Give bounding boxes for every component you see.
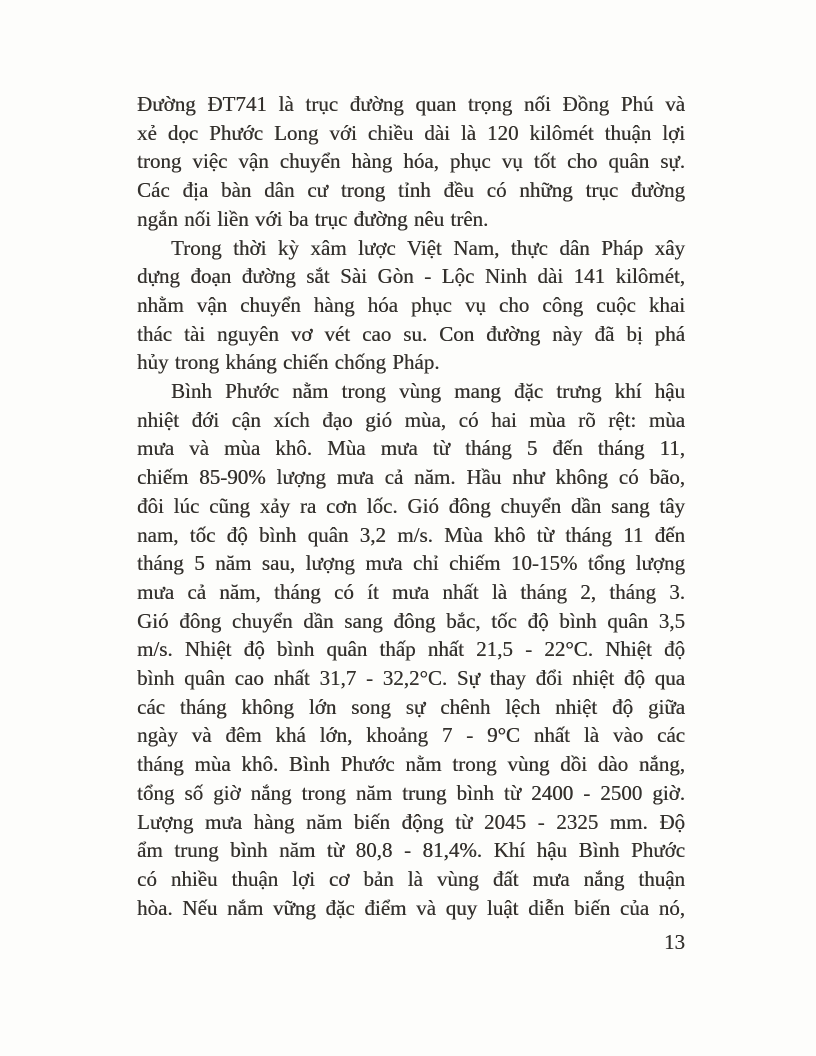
text-line: tháng 5 năm sau, lượng mưa chỉ chiếm 10-15% tổng lượng	[137, 551, 685, 576]
text-line: thác tài nguyên vơ vét cao su. Con đường này đã bị phá	[137, 321, 685, 346]
text-line: tổng số giờ nắng trong năm trung bình từ 2400 - 2500 giờ.	[137, 780, 685, 805]
text-line: mưa và mùa khô. Mùa mưa từ tháng 5 đến tháng 11,	[137, 436, 685, 461]
text-line: hòa. Nếu nắm vững đặc điểm và quy luật diễn biến của nó,	[137, 895, 685, 920]
text-line: hủy trong kháng chiến chống Pháp.	[137, 350, 440, 375]
text-line: m/s. Nhiệt độ bình quân thấp nhất 21,5 - 22°C. Nhiệt độ	[137, 637, 685, 662]
text-line: ngắn nối liền với ba trục đường nêu trên.	[137, 206, 489, 231]
text-line: bình quân cao nhất 31,7 - 32,2°C. Sự thay đổi nhiệt độ qua	[137, 666, 685, 691]
paragraph	[137, 90, 685, 234]
text-line: Các địa bàn dân cư trong tỉnh đều có những trục đường	[137, 178, 685, 203]
text-line: Bình Phước nằm trong vùng mang đặc trưng khí hậu	[171, 379, 685, 404]
text-line: các tháng không lớn song sự chênh lệch nhiệt độ giữa	[137, 694, 685, 719]
text-line: ngày và đêm khá lớn, khoảng 7 - 9°C nhất là vào các	[137, 723, 685, 748]
text-block	[137, 90, 685, 922]
text-line: nam, tốc độ bình quân 3,2 m/s. Mùa khô từ tháng 11 đến	[137, 522, 685, 547]
text-line: ẩm trung bình năm từ 80,8 - 81,4%. Khí hậu Bình Phước	[137, 838, 685, 863]
text-line: đôi lúc cũng xảy ra cơn lốc. Gió đông chuyển dần sang tây	[137, 493, 685, 518]
text-line: dựng đoạn đường sắt Sài Gòn - Lộc Ninh dài 141 kilômét,	[137, 264, 685, 289]
text-line: nhiệt đới cận xích đạo gió mùa, có hai mùa rõ rệt: mùa	[137, 407, 685, 432]
text-line: Lượng mưa hàng năm biến động từ 2045 - 2325 mm. Độ	[137, 809, 685, 834]
text-line: tháng mùa khô. Bình Phước nằm trong vùng dồi dào nắng,	[137, 752, 685, 777]
text-line: chiếm 85-90% lượng mưa cả năm. Hầu như không có bão,	[137, 465, 685, 490]
text-line: Đường ĐT741 là trục đường quan trọng nối Đồng Phú và	[137, 92, 685, 116]
text-line: xẻ dọc Phước Long với chiều dài là 120 kilômét thuận lợi	[137, 120, 685, 145]
text-line: Trong thời kỳ xâm lược Việt Nam, thực dân Pháp xây	[171, 235, 685, 260]
text-line: mưa cả năm, tháng có ít mưa nhất là tháng 2, tháng 3.	[137, 579, 685, 604]
paragraph	[137, 377, 685, 922]
page-number: 13	[664, 930, 685, 954]
text-line: trong việc vận chuyển hàng hóa, phục vụ tốt cho quân sự.	[137, 149, 685, 174]
text-line: Gió đông chuyển dần sang đông bắc, tốc độ bình quân 3,5	[137, 608, 685, 633]
paragraph	[137, 234, 685, 378]
text-line: có nhiều thuận lợi cơ bản là vùng đất mưa nắng thuận	[137, 866, 685, 891]
text-line: nhằm vận chuyển hàng hóa phục vụ cho công cuộc khai	[137, 292, 685, 317]
